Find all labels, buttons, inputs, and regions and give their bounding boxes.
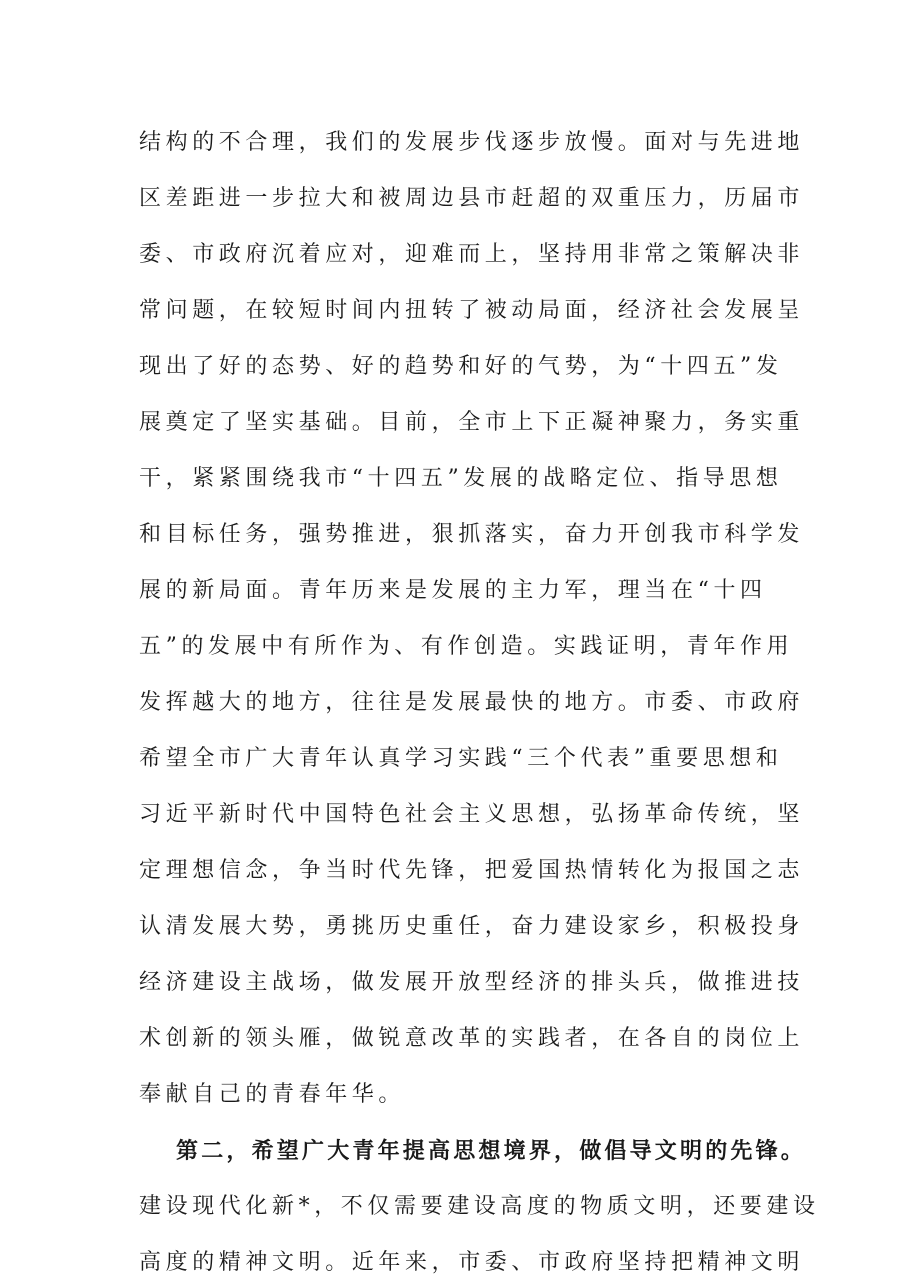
text-line: 认清发展大势，勇挑历史重任，奋力建设家乡，积极投身 bbox=[139, 914, 805, 939]
text-line: 常问题，在较短时间内扭转了被动局面，经济社会发展呈 bbox=[139, 298, 805, 323]
text-line: 奉献自己的青春年华。 bbox=[139, 1082, 406, 1107]
text-line: 结构的不合理，我们的发展步伐逐步放慢。面对与先进地 bbox=[139, 130, 805, 155]
text-line: 现出了好的态势、好的趋势和好的气势，为“十四五”发 bbox=[139, 354, 783, 379]
text-line: 术创新的领头雁，做锐意改革的实践者，在各自的岗位上 bbox=[139, 1026, 805, 1051]
text-line: 和目标任务，强势推进，狠抓落实，奋力开创我市科学发 bbox=[139, 522, 805, 547]
text-line: 习近平新时代中国特色社会主义思想，弘扬革命传统，坚 bbox=[139, 802, 805, 827]
text-line: 展奠定了坚实基础。目前，全市上下正凝神聚力，务实重 bbox=[139, 410, 805, 435]
text-line: 定理想信念，争当时代先锋，把爱国热情转化为报国之志 bbox=[139, 858, 805, 883]
text-line: 委、市政府沉着应对，迎难而上，坚持用非常之策解决非 bbox=[139, 242, 805, 267]
text-line: 五”的发展中有所作为、有作创造。实践证明，青年作用 bbox=[139, 634, 794, 659]
text-line: 建设现代化新*，不仅需要建设高度的物质文明，还要建设 bbox=[139, 1194, 820, 1219]
section-heading: 第二，希望广大青年提高思想境界，做倡导文明的先锋。 bbox=[176, 1138, 807, 1164]
text-line: 区差距进一步拉大和被周边县市赶超的双重压力，历届市 bbox=[139, 186, 805, 211]
text-line: 希望全市广大青年认真学习实践“三个代表”重要思想和 bbox=[139, 746, 783, 771]
text-line: 展的新局面。青年历来是发展的主力军，理当在“十四 bbox=[139, 578, 767, 603]
text-line: 发挥越大的地方，往往是发展最快的地方。市委、市政府 bbox=[139, 690, 805, 715]
text-line: 干，紧紧围绕我市“十四五”发展的战略定位、指导思想 bbox=[139, 466, 783, 491]
text-line: 高度的精神文明。近年来，市委、市政府坚持把精神文明 bbox=[139, 1250, 805, 1275]
text-line: 经济建设主战场，做发展开放型经济的排头兵，做推进技 bbox=[139, 970, 805, 995]
